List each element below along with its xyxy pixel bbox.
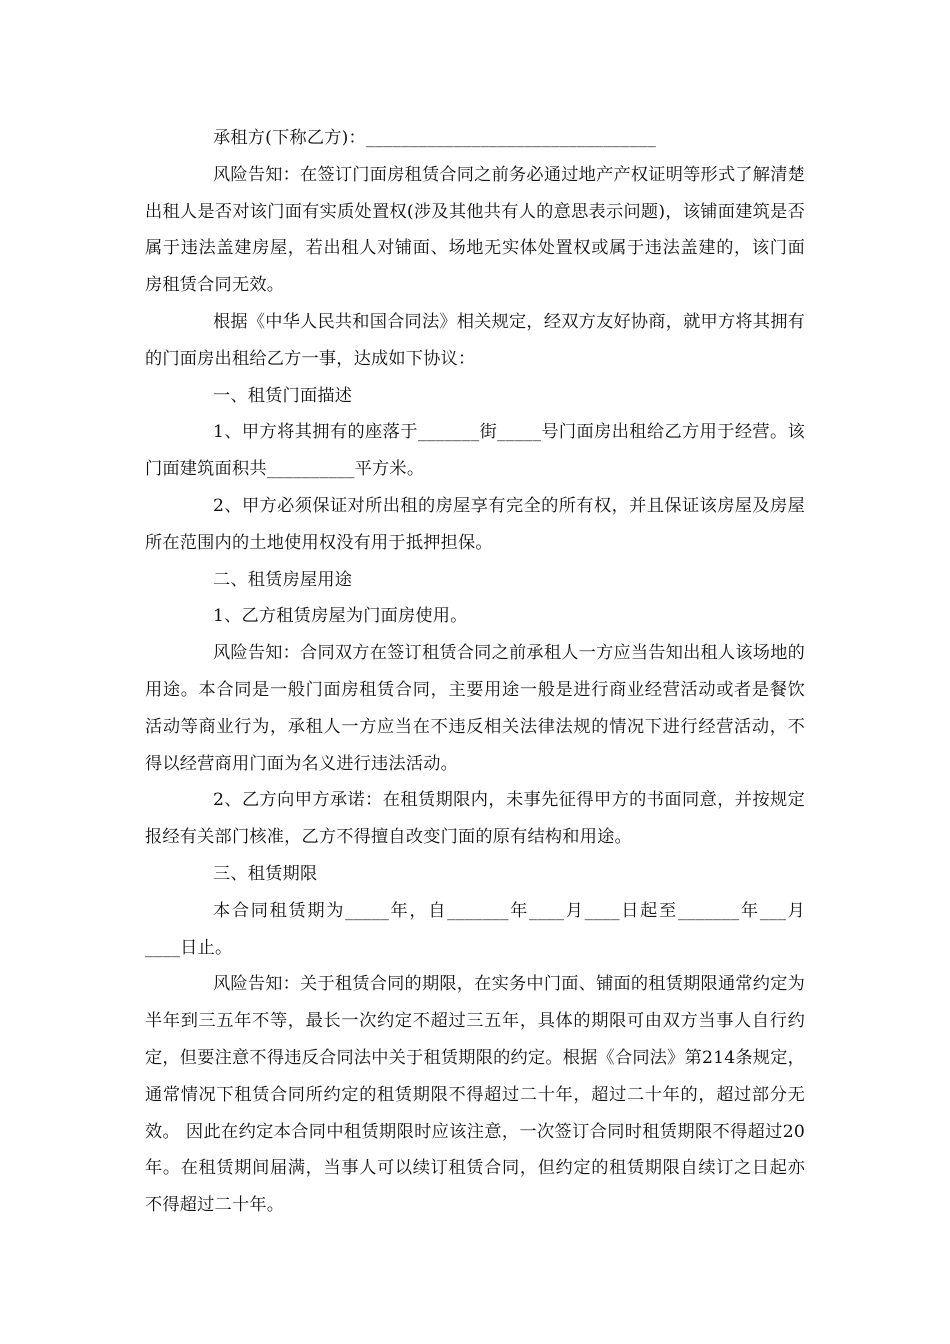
clause-1-1: 1、甲方将其拥有的座落于_______街_____号门面房出租给乙方用于经营。该门面建筑面积共__________平方米。 (145, 422, 805, 480)
clause-2-2: 2、乙方向甲方承诺：在租赁期限内，未事先征得甲方的书面同意，并按规定报经有关部门核准，乙方不得擅自改变门面的原有结构和用途。 (145, 790, 805, 848)
agreement-preamble: 根据《中华人民共和国合同法》相关规定，经双方友好协商，就甲方将其拥有的门面房出租给乙方一事，达成如下协议： (145, 311, 805, 369)
document-body (145, 120, 811, 1224)
section-heading-3: 三、租赁期限 (213, 863, 318, 884)
lessee-line: 承租方(下称乙方)：_________________________________ (213, 128, 657, 148)
risk-notice-usage: 风险告知：合同双方在签订租赁合同之前承租人一方应当告知出租人该场地的用途。本合同是一般门面房租赁合同，主要用途一般是进行商业经营活动或者是餐饮活动等商业行为，承租人一方应当在不违反相关法律法规的情况下进行经营活动，不得以经营商用门面为名义进行违法活动。 (145, 643, 805, 774)
section-heading-2: 二、租赁房屋用途 (213, 569, 353, 590)
risk-notice-term: 风险告知：关于租赁合同的期限，在实务中门面、铺面的租赁期限通常约定为半年到三五年不等，最长一次约定不超过三五年，具体的期限可由双方当事人自行约定，但要注意不得违反合同法中关于租赁期限的约定。根据《合同法》第214条规定，通常情况下租赁合同所约定的租赁期限不得超过二十年，超过二十年的，超过部分无效。 因此在约定本合同中租赁期限时应该注意，一次签订合同时租赁期限不得超过20年。在租赁期间届满，当事人可以续订租赁合同，但约定的租赁期限自续订之日起亦不得超过二十年。 (145, 974, 805, 1216)
risk-notice-ownership: 风险告知：在签订门面房租赁合同之前务必通过地产产权证明等形式了解清楚出租人是否对该门面有实质处置权(涉及其他共有人的意思表示问题)，该铺面建筑是否属于违法盖建房屋，若出租人对铺面、场地无实体处置权或属于违法盖建的，该门面房租赁合同无效。 (145, 164, 805, 296)
clause-2-1: 1、乙方租赁房屋为门面房使用。 (213, 606, 468, 627)
lease-term-clause: 本合同租赁期为_____年，自_______年____月____日起至_______年___月 ____日止。 (145, 900, 811, 958)
clause-1-2: 2、甲方必须保证对所出租的房屋享有完全的所有权，并且保证该房屋及房屋所在范围内的土地使用权没有用于抵押担保。 (145, 495, 805, 553)
section-heading-1: 一、租赁门面描述 (213, 385, 353, 406)
